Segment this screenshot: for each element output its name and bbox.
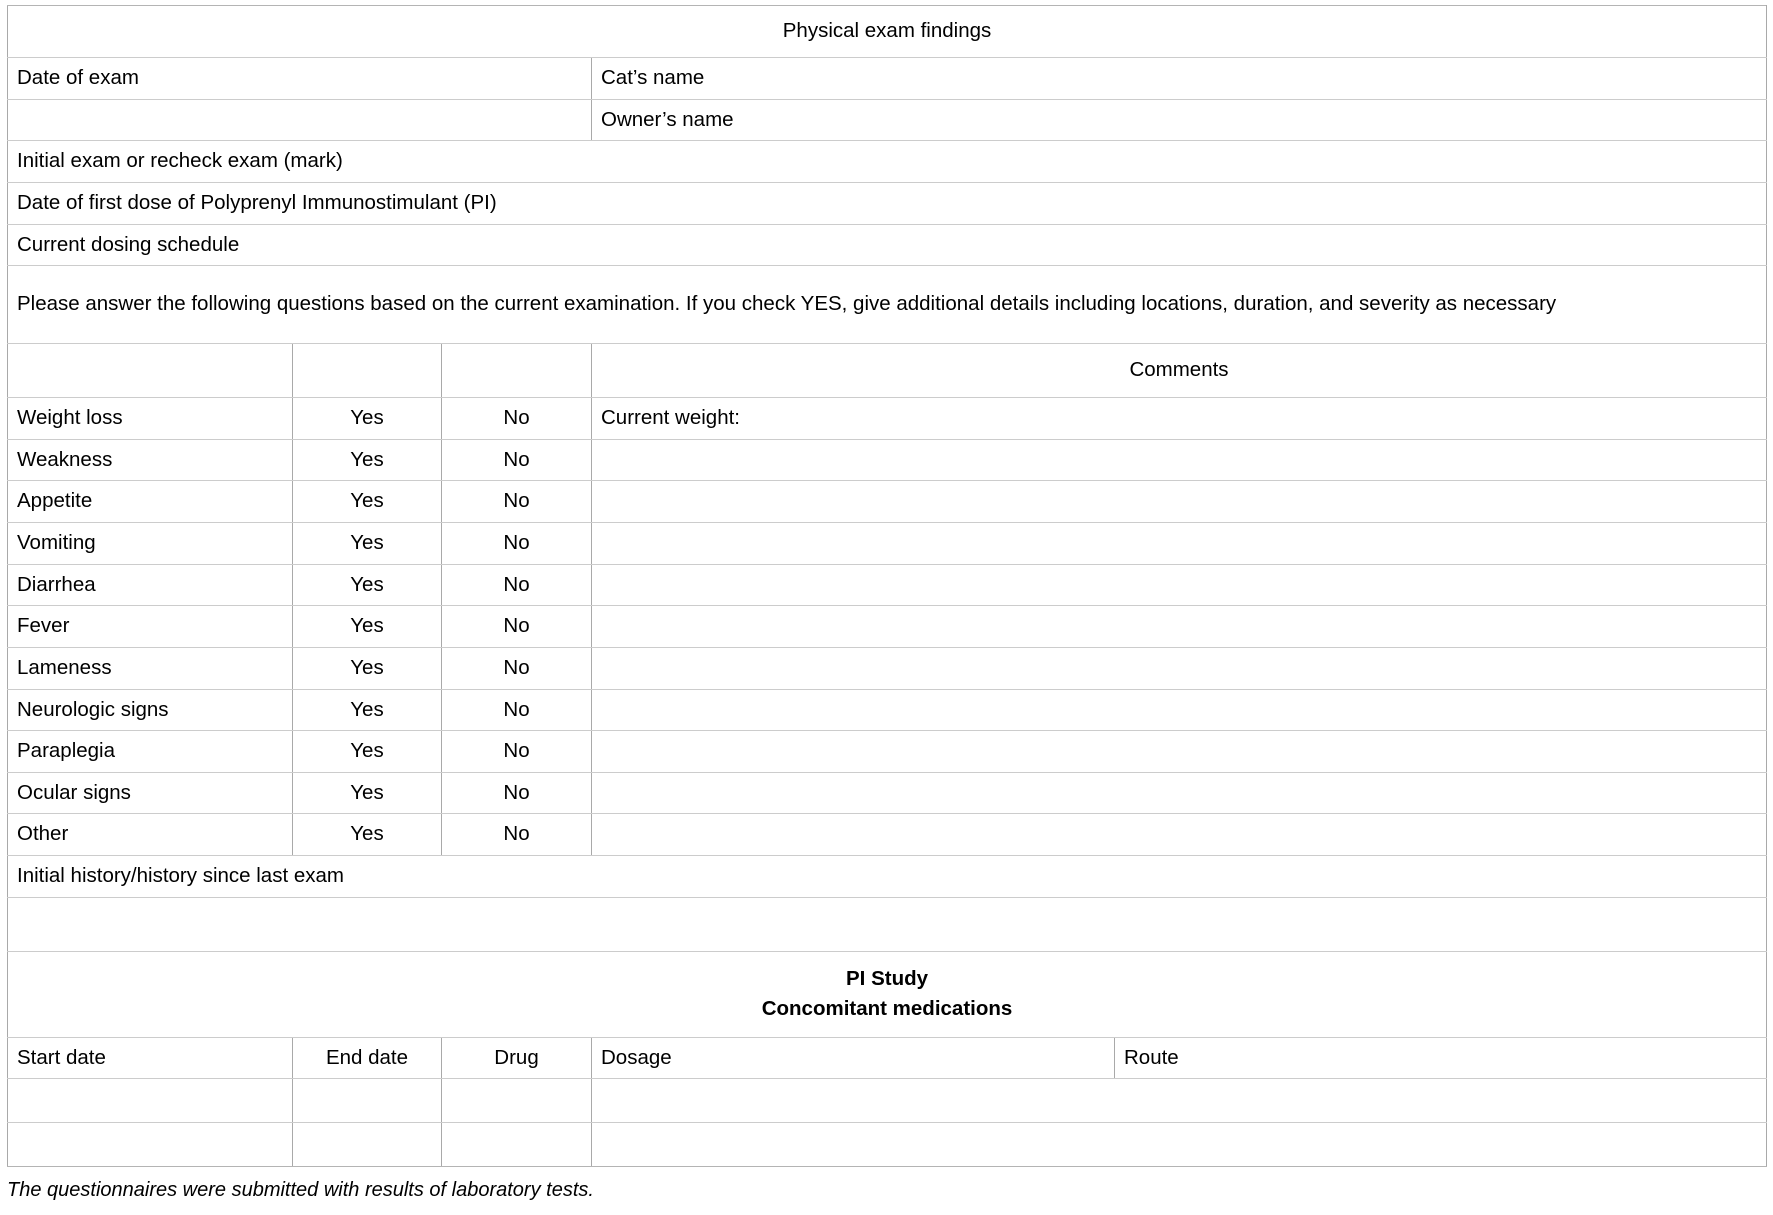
table-row — [8, 523, 1767, 565]
exam-type-row — [8, 141, 1767, 183]
symptom-yes-option[interactable]: Yes — [293, 398, 442, 440]
date-of-exam-row — [8, 58, 1767, 100]
column-header-route: Route — [1115, 1037, 1767, 1079]
first-dose-label[interactable]: Date of first dose of Polyprenyl Immunostimulant (PI) — [8, 182, 1767, 224]
table-row — [8, 439, 1767, 481]
table-row — [8, 606, 1767, 648]
date-of-exam-value[interactable] — [8, 99, 592, 141]
symptom-no-option[interactable]: No — [442, 814, 592, 856]
symptom-no-option[interactable]: No — [442, 481, 592, 523]
symptom-label: Weight loss — [8, 398, 293, 440]
symptom-label: Fever — [8, 606, 293, 648]
pi-study-heading — [8, 951, 1767, 1037]
symptom-label: Diarrhea — [8, 564, 293, 606]
symptom-yes-option[interactable]: Yes — [293, 564, 442, 606]
symptom-label: Ocular signs — [8, 772, 293, 814]
history-value-field[interactable] — [8, 897, 1767, 951]
symptom-yes-option[interactable]: Yes — [293, 647, 442, 689]
symptom-label: Vomiting — [8, 523, 293, 565]
symptom-yes-option[interactable]: Yes — [293, 689, 442, 731]
symptom-header-no — [442, 344, 592, 398]
figure-caption: The questionnaires were submitted with results of laboratory tests. — [7, 1179, 594, 1202]
symptom-yes-option[interactable]: Yes — [293, 523, 442, 565]
symptom-no-option[interactable]: No — [442, 772, 592, 814]
symptom-header-comments: Comments — [592, 344, 1767, 398]
medication-start-date-field[interactable] — [8, 1079, 293, 1123]
medication-drug-field[interactable] — [442, 1079, 592, 1123]
history-label: Initial history/history since last exam — [8, 856, 1767, 898]
symptom-yes-option[interactable]: Yes — [293, 606, 442, 648]
symptom-no-option[interactable]: No — [442, 647, 592, 689]
dosing-schedule-row — [8, 224, 1767, 266]
symptom-yes-option[interactable]: Yes — [293, 772, 442, 814]
table-row — [8, 731, 1767, 773]
symptom-comment-field[interactable] — [592, 814, 1767, 856]
medication-dosage-field[interactable] — [592, 1079, 1767, 1123]
symptom-no-option[interactable]: No — [442, 439, 592, 481]
symptom-no-option[interactable]: No — [442, 398, 592, 440]
table-row — [8, 689, 1767, 731]
date-of-exam-label: Date of exam — [8, 58, 592, 100]
symptom-label: Lameness — [8, 647, 293, 689]
cats-name-label: Cat’s name — [592, 58, 1767, 100]
symptom-label: Weakness — [8, 439, 293, 481]
table-row — [8, 772, 1767, 814]
history-value-row — [8, 897, 1767, 951]
symptom-comment-field[interactable] — [592, 564, 1767, 606]
table-row — [8, 647, 1767, 689]
column-header-drug: Drug — [442, 1037, 592, 1079]
symptom-no-option[interactable]: No — [442, 731, 592, 773]
medication-end-date-field[interactable] — [293, 1123, 442, 1167]
medication-dosage-field[interactable] — [592, 1123, 1767, 1167]
history-label-row — [8, 856, 1767, 898]
symptom-label: Paraplegia — [8, 731, 293, 773]
symptom-label: Other — [8, 814, 293, 856]
medication-end-date-field[interactable] — [293, 1079, 442, 1123]
form-page — [0, 5, 1773, 1215]
symptom-label: Neurologic signs — [8, 689, 293, 731]
symptom-yes-option[interactable]: Yes — [293, 481, 442, 523]
instructions-row — [8, 266, 1767, 344]
concomitant-medications-title: Concomitant medications — [761, 996, 1013, 1020]
medication-drug-field[interactable] — [442, 1123, 592, 1167]
owners-name-row — [8, 99, 1767, 141]
physical-exam-form-table — [7, 5, 1767, 1167]
symptom-comment-field[interactable] — [592, 689, 1767, 731]
symptom-no-option[interactable]: No — [442, 564, 592, 606]
instructions-text: Please answer the following questions based on the current examination. If you check YES, give additional details including locations, duration, and severity as necessary — [8, 266, 1767, 344]
exam-type-label[interactable]: Initial exam or recheck exam (mark) — [8, 141, 1767, 183]
symptom-comment-field[interactable] — [592, 481, 1767, 523]
symptom-yes-option[interactable]: Yes — [293, 731, 442, 773]
symptom-header-row — [8, 344, 1767, 398]
symptom-comment-field[interactable] — [592, 647, 1767, 689]
symptom-comment-field[interactable] — [592, 772, 1767, 814]
column-header-end-date: End date — [293, 1037, 442, 1079]
pi-study-header-row — [8, 951, 1767, 1037]
symptom-comment-field[interactable] — [592, 731, 1767, 773]
symptom-no-option[interactable]: No — [442, 689, 592, 731]
symptom-yes-option[interactable]: Yes — [293, 814, 442, 856]
symptom-yes-option[interactable]: Yes — [293, 439, 442, 481]
first-dose-row — [8, 182, 1767, 224]
symptom-comment-field[interactable] — [592, 523, 1767, 565]
medications-header-row — [8, 1037, 1767, 1079]
form-title-row — [8, 6, 1767, 58]
column-header-start-date: Start date — [8, 1037, 293, 1079]
medication-start-date-field[interactable] — [8, 1123, 293, 1167]
symptom-comment-field[interactable] — [592, 439, 1767, 481]
symptom-no-option[interactable]: No — [442, 606, 592, 648]
symptom-comment-field[interactable] — [592, 606, 1767, 648]
table-row — [8, 564, 1767, 606]
symptom-header-yes — [293, 344, 442, 398]
table-row — [8, 814, 1767, 856]
symptom-header-sign — [8, 344, 293, 398]
table-row — [8, 1123, 1767, 1167]
table-row — [8, 398, 1767, 440]
table-row — [8, 1079, 1767, 1123]
pi-study-title: PI Study — [846, 966, 929, 990]
symptom-no-option[interactable]: No — [442, 523, 592, 565]
owners-name-label: Owner’s name — [592, 99, 1767, 141]
table-row — [8, 481, 1767, 523]
symptom-comment-field[interactable]: Current weight: — [592, 398, 1767, 440]
dosing-schedule-label[interactable]: Current dosing schedule — [8, 224, 1767, 266]
symptom-label: Appetite — [8, 481, 293, 523]
page-title: Physical exam findings — [8, 6, 1767, 58]
column-header-dosage: Dosage — [592, 1037, 1115, 1079]
